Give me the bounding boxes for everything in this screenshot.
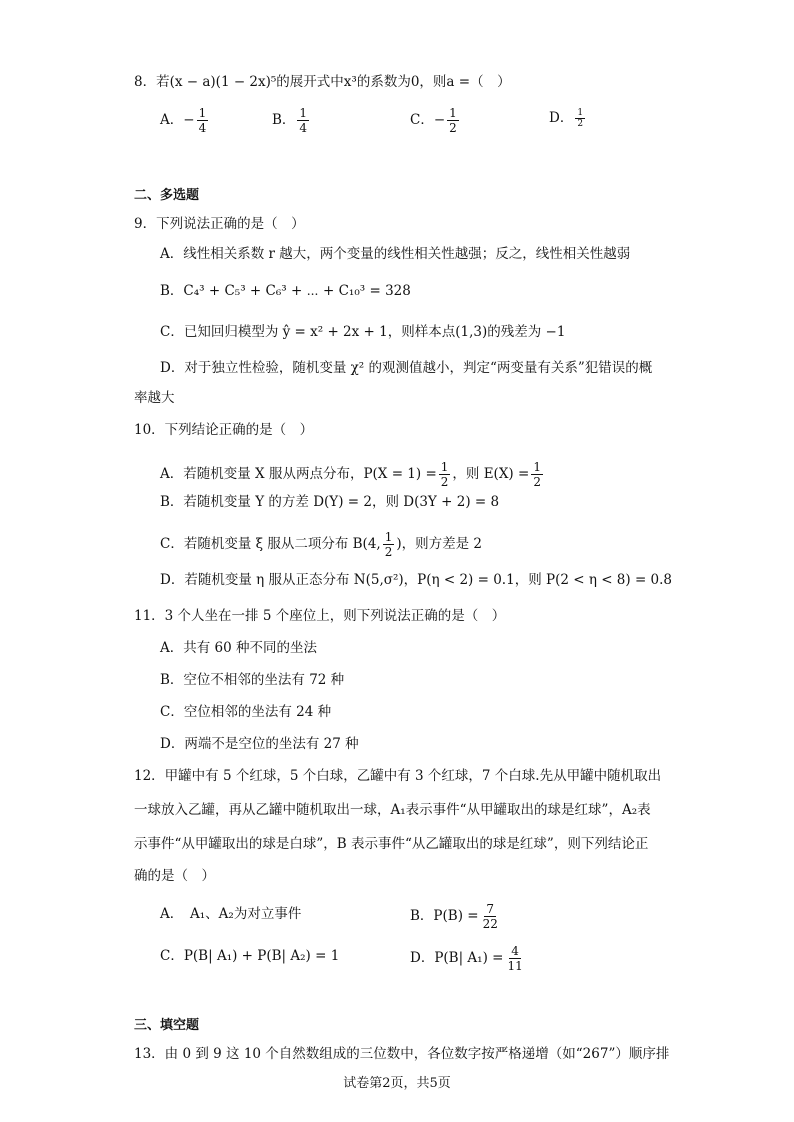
q8-option-d [549, 108, 587, 129]
fraction-denominator: 4 [198, 121, 207, 135]
q9-option-c: C．已知回归模型为 ŷ = x² + 2x + 1，则样本点(1,3)的残差为 −1 [160, 324, 566, 340]
option-text: )，则方差是 2 [396, 536, 483, 552]
fraction-denominator: 2 [384, 545, 393, 559]
q9-stem: 9．下列说法正确的是（ ） [134, 216, 305, 232]
q8-option-b [272, 106, 311, 135]
fraction-denominator: 4 [299, 121, 308, 135]
fraction-denominator: 11 [507, 959, 523, 973]
fraction-denominator: 2 [440, 475, 449, 489]
fraction-numerator: 1 [577, 108, 584, 118]
q9-option-b: B．C₄³ + C₅³ + C₆³ + ⋯ + C₁₀³ = 328 [160, 283, 411, 299]
q10-option-c [160, 530, 482, 559]
fraction-numerator: 4 [511, 944, 519, 958]
fraction [383, 530, 395, 559]
fraction [297, 106, 309, 135]
fraction-numerator: 1 [449, 106, 457, 120]
option-label: A． [160, 112, 184, 128]
option-label: D． [549, 110, 574, 126]
option-sign: − [433, 112, 446, 128]
fraction [481, 902, 500, 931]
option-label: B． [272, 112, 296, 128]
fraction [575, 108, 585, 129]
q8-option-c [410, 106, 461, 135]
fraction-denominator: 2 [577, 119, 584, 129]
fraction-denominator: 2 [533, 475, 541, 489]
fraction-numerator: 1 [198, 106, 207, 120]
fraction [447, 106, 459, 135]
q12-line4: 确的是（ ） [134, 868, 215, 884]
q9-option-a: A．线性相关系数 r 越大，两个变量的线性相关性越强；反之，线性相关性越弱 [160, 246, 631, 262]
fraction [197, 106, 209, 135]
q10-option-b: B．若随机变量 Y 的方差 D(Y) = 2，则 D(3Y + 2) = 8 [160, 494, 500, 510]
fraction [505, 944, 524, 973]
fraction-numerator: 1 [533, 460, 541, 474]
option-text: D．P(B| A₁) = [410, 950, 504, 966]
q11-option-b: B．空位不相邻的坐法有 72 种 [160, 672, 345, 688]
q8-option-a [160, 106, 210, 135]
q12-line3: 示事件“从甲罐取出的球是白球”，B 表示事件“从乙罐取出的球是红球”，则下列结论正 [134, 836, 649, 852]
option-label: C． [410, 112, 434, 128]
q9-option-d-line1: D．对于独立性检验，随机变量 χ² 的观测值越小，判定“两变量有关系”犯错误的概 [160, 360, 653, 376]
fraction-denominator: 2 [449, 121, 457, 135]
q11-option-a: A．共有 60 种不同的坐法 [160, 640, 318, 656]
fraction-numerator: 1 [384, 530, 393, 544]
section-heading-multi-choice: 二、多选题 [134, 188, 200, 203]
option-text: B．P(B) = [410, 908, 479, 924]
section-heading-fill-in: 三、填空题 [134, 1018, 200, 1033]
q12-line2: 一球放入乙罐，再从乙罐中随机取出一球，A₁表示事件“从甲罐取出的球是红球”，A₂表 [134, 802, 651, 818]
q10-option-d: D．若随机变量 η 服从正态分布 N(5,σ²)，P(η < 2) = 0.1，则 P(2 < η < 8) = 0.8 [160, 572, 673, 588]
q13-line1: 13．由 0 到 9 这 10 个自然数组成的三位数中，各位数字按严格递增（如“267”）顺序排 [134, 1046, 670, 1062]
option-sign: − [183, 112, 195, 128]
fraction-numerator: 1 [299, 106, 308, 120]
q12-option-b [410, 902, 502, 931]
q12-option-d [410, 944, 527, 973]
option-text: C．若随机变量 ξ 服从二项分布 B(4, [160, 536, 381, 552]
fraction-numerator: 7 [486, 902, 495, 916]
q9-option-d-line2: 率越大 [134, 390, 175, 406]
page-footer: 试卷第2页，共5页 [343, 1076, 451, 1091]
q11-option-d: D．两端不是空位的坐法有 27 种 [160, 736, 359, 752]
q10-stem: 10．下列结论正确的是（ ） [134, 422, 314, 438]
fraction [531, 460, 543, 489]
q8-stem: 8．若(x − a)(1 − 2x)⁵的展开式中x³的系数为0，则a =（ ） [134, 74, 511, 90]
q12-line1: 12．甲罐中有 5 个红球，5 个白球，乙罐中有 3 个红球，7 个白球.先从甲罐中随机取出 [134, 768, 662, 784]
option-text: A．若随机变量 X 服从两点分布，P(X = 1) = [160, 466, 437, 482]
option-text: ，则 E(X) = [452, 466, 530, 482]
q12-option-a: A． A₁、A₂为对立事件 [160, 906, 302, 922]
fraction-numerator: 1 [440, 460, 449, 474]
q11-option-c: C．空位相邻的坐法有 24 种 [160, 704, 332, 720]
fraction [439, 460, 451, 489]
q10-option-a [160, 460, 545, 489]
q12-option-c: C．P(B| A₁) + P(B| A₂) = 1 [160, 948, 340, 964]
fraction-denominator: 22 [482, 917, 498, 931]
q11-stem: 11．3 个人坐在一排 5 个座位上，则下列说法正确的是（ ） [134, 608, 506, 624]
